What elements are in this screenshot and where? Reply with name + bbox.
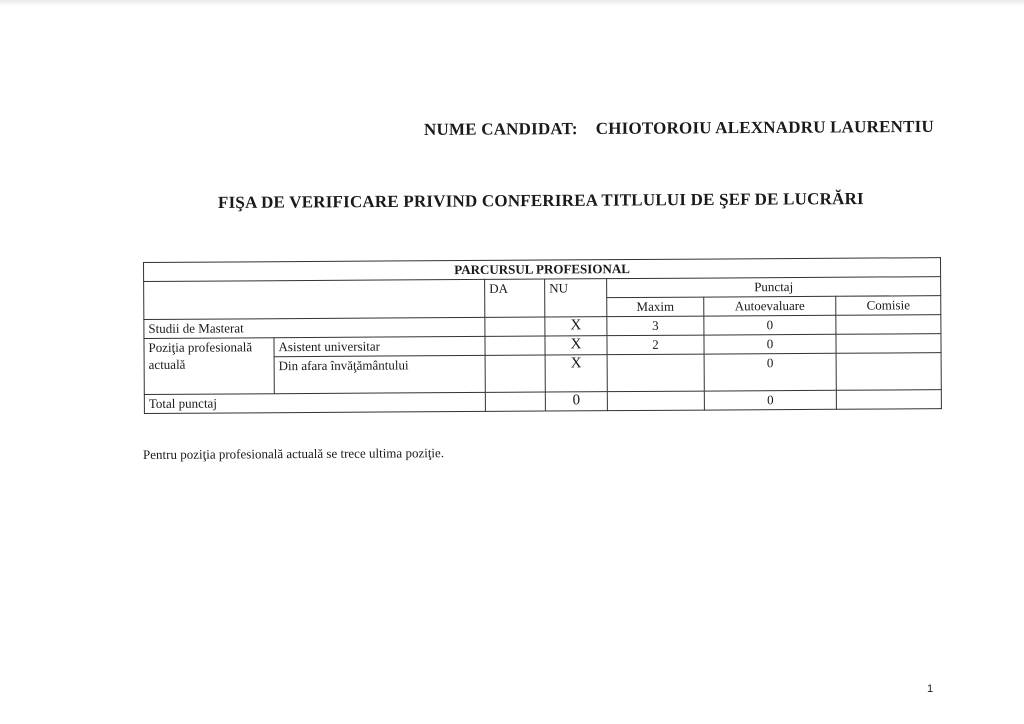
row-label-asistent: Asistent universitar	[274, 336, 485, 356]
cell-maxim-asistent: 2	[607, 335, 704, 355]
row-label-pozitia: Poziţia profesională actuală	[144, 338, 274, 395]
document-title: FIŞA DE VERIFICARE PRIVIND CONFERIREA TITLULUI DE ŞEF DE LUCRĂRI	[217, 189, 864, 212]
header-punctaj: Punctaj	[607, 277, 941, 298]
header-empty-cell	[144, 279, 485, 319]
candidate-name: CHIOTOROIU ALEXNADRU LAURENTIU	[595, 116, 934, 138]
cell-autoevaluare-masterat: 0	[704, 315, 836, 335]
row-label-afara: Din afara învăţământului	[274, 355, 485, 393]
candidate-label: NUME CANDIDAT:	[423, 119, 578, 139]
cell-comisie-asistent	[836, 334, 941, 354]
row-label-total: Total punctaj	[144, 392, 485, 413]
cell-comisie-masterat	[836, 315, 941, 335]
header-maxim: Maxim	[607, 297, 704, 317]
row-label-masterat: Studii de Masterat	[144, 317, 485, 338]
cell-nu-total: 0	[545, 392, 607, 411]
cell-autoevaluare-afara: 0	[704, 353, 836, 391]
cell-nu-masterat: X	[545, 317, 607, 336]
professional-path-table-wrapper	[143, 257, 942, 414]
candidate-line	[424, 117, 934, 140]
header-autoevaluare: Autoevaluare	[704, 296, 836, 316]
cell-maxim-masterat: 3	[607, 316, 704, 336]
professional-path-table	[143, 257, 942, 414]
footnote: Pentru poziţia profesională actuală se trece ultima poziţie.	[142, 445, 445, 462]
page-number: 1	[927, 683, 934, 695]
cell-comisie-total	[836, 390, 941, 410]
section-title: PARCURSUL PROFESIONAL	[144, 258, 941, 282]
cell-maxim-afara	[607, 354, 704, 392]
scan-edge-shadow	[0, 0, 1024, 6]
cell-nu-asistent: X	[545, 336, 607, 355]
cell-da-afara	[485, 355, 545, 392]
cell-nu-afara: X	[545, 355, 607, 392]
header-da: DA	[485, 279, 545, 317]
table-row	[144, 390, 941, 414]
cell-da-masterat	[485, 317, 545, 336]
cell-maxim-total	[607, 391, 704, 411]
cell-da-total	[485, 392, 545, 411]
header-nu: NU	[545, 279, 607, 317]
cell-comisie-afara	[836, 353, 941, 391]
cell-da-asistent	[485, 336, 545, 355]
cell-autoevaluare-total: 0	[704, 390, 836, 410]
header-comisie: Comisie	[836, 296, 941, 316]
cell-autoevaluare-asistent: 0	[704, 334, 836, 354]
